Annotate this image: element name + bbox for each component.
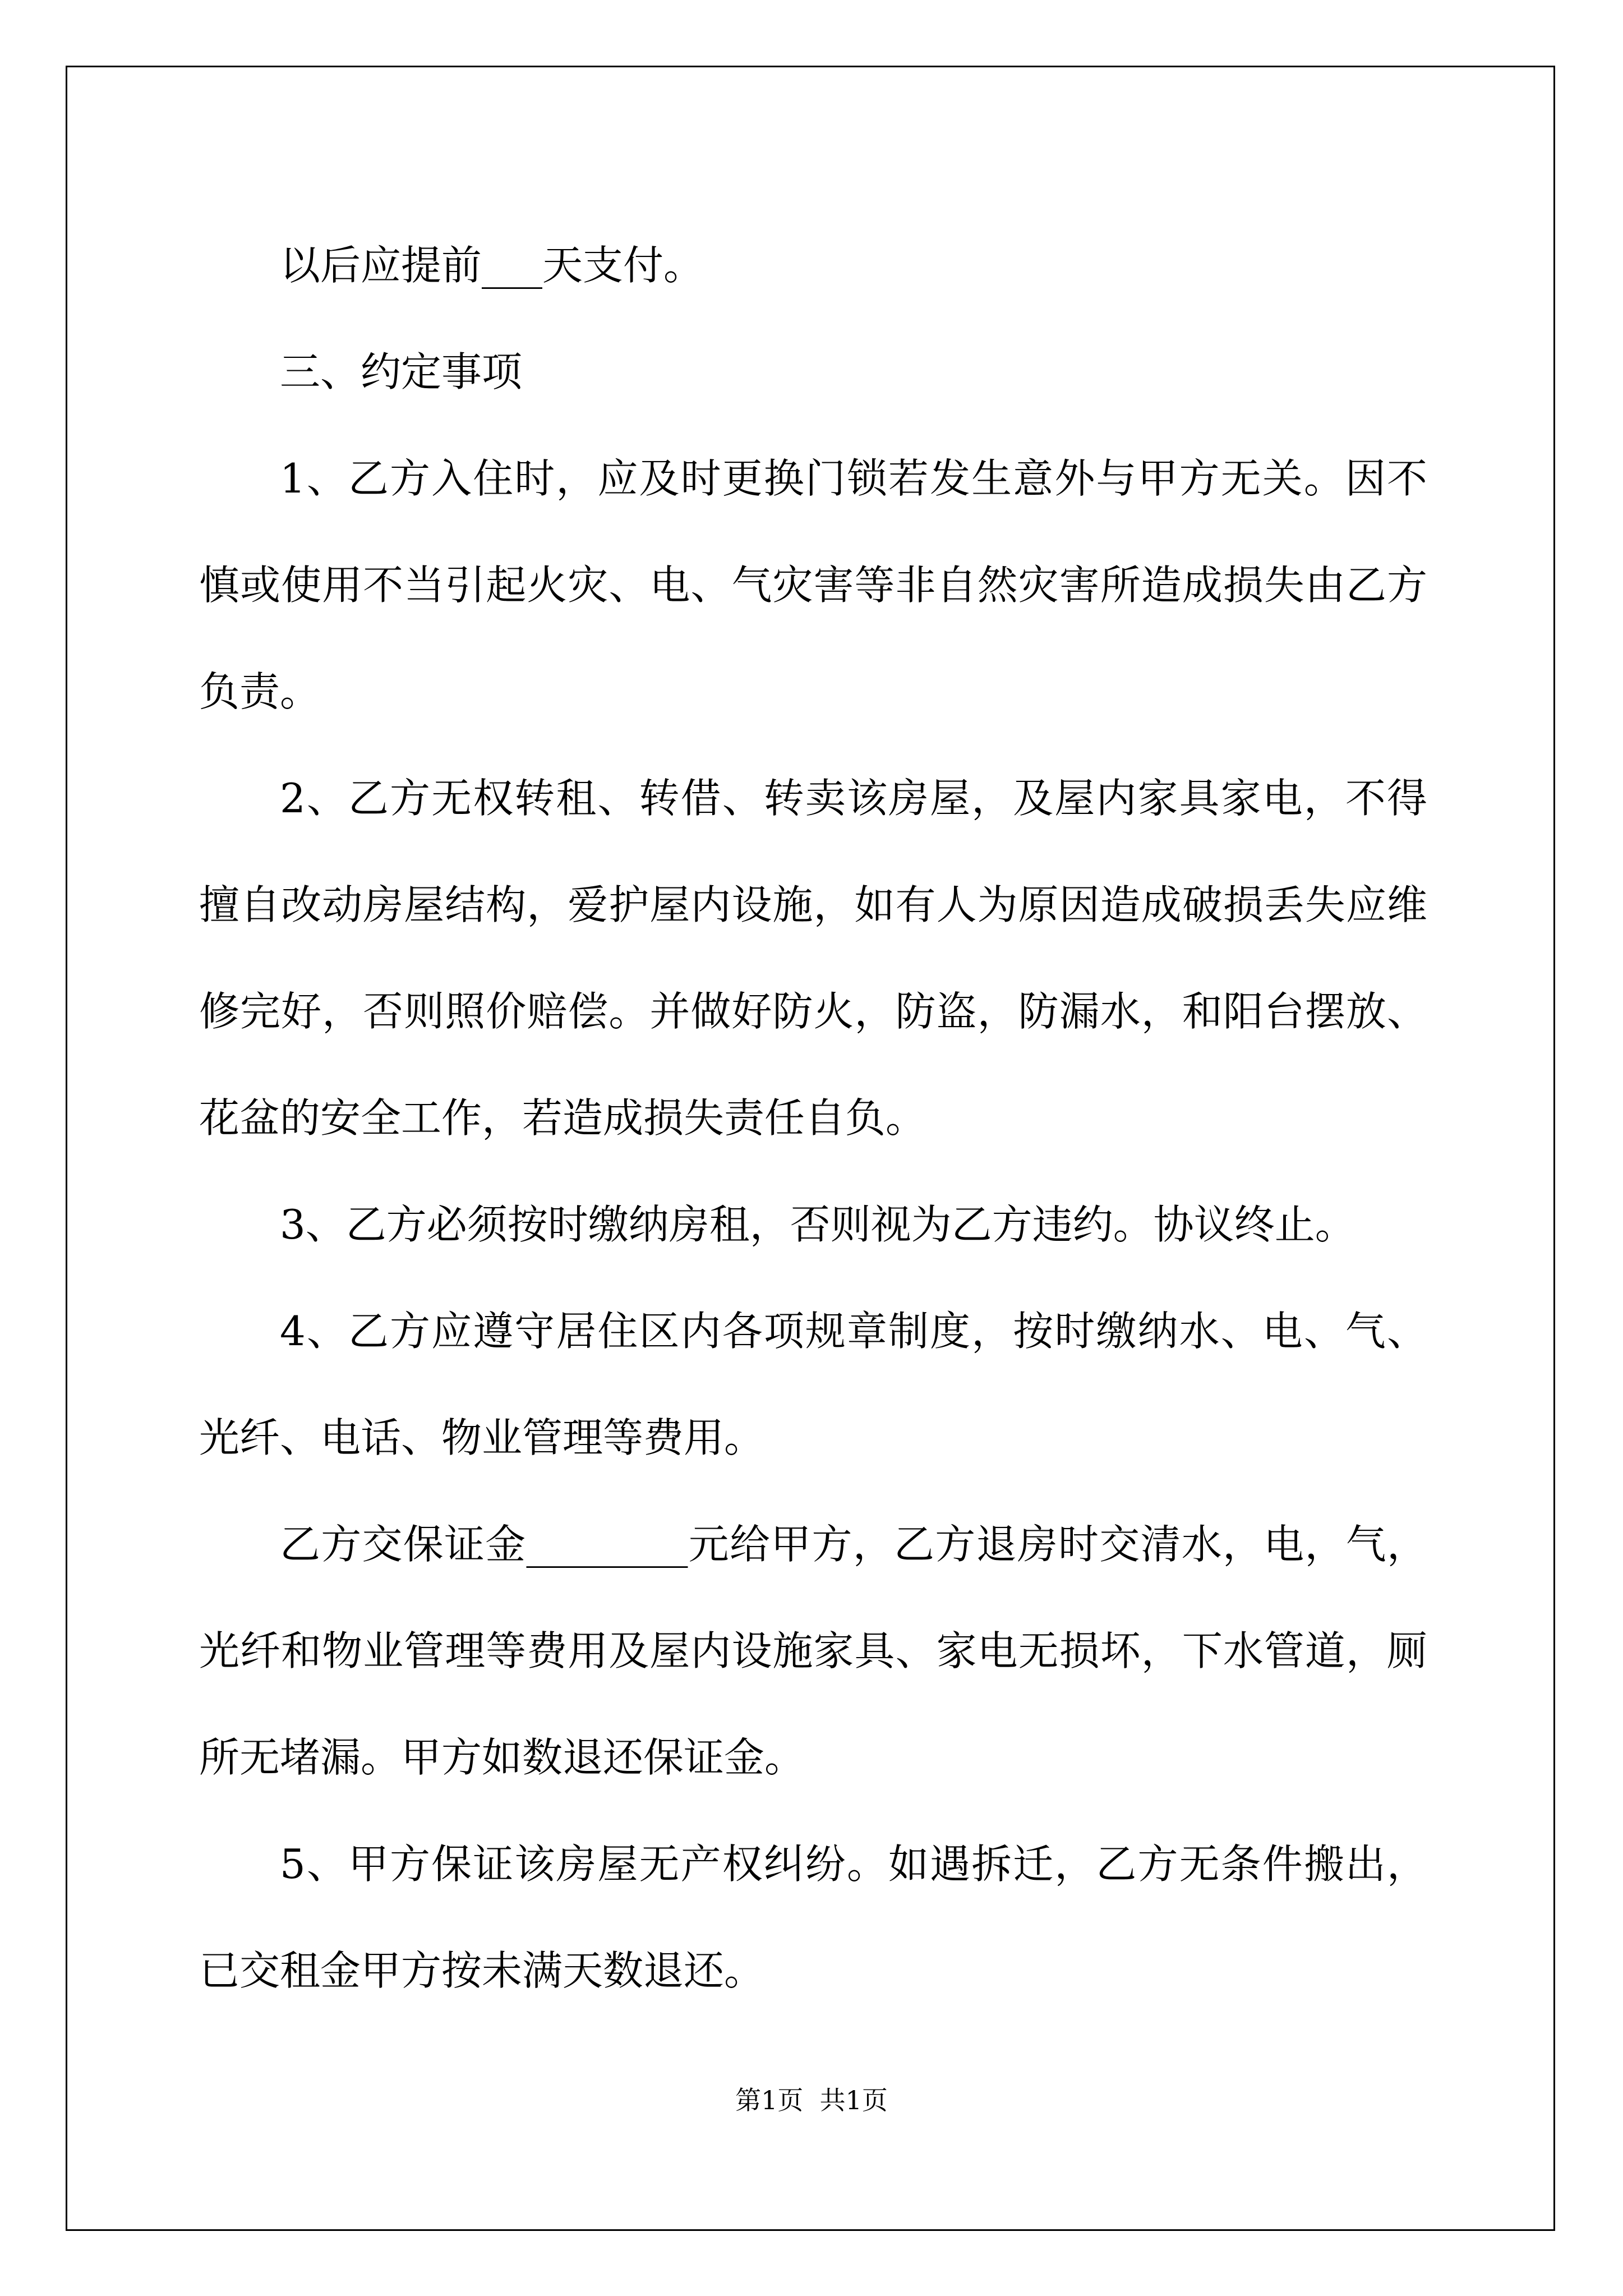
paragraph-clause-2: 2、乙方无权转租、转借、转卖该房屋，及屋内家具家电，不得擅自改动房屋结构，爱护屋内设施，如有人为原因造成破损丢失应维修完好，否则照价赔偿。并做好防火，防盗，防漏水，和阳台摆放、花盆的安全工作，若造成损失责任自负。 [199,775,1427,1142]
paragraph-clause-4: 4、乙方应遵守居住区内各项规章制度，按时缴纳水、电、气、光纤、电话、物业管理等费用。 [199,1308,1427,1461]
section-heading-agreed-matters: 三、约定事项 [280,348,523,395]
paragraph-payment-advance: 以后应提前___天支付。 [280,242,704,289]
paragraph-deposit: 乙方交保证金________元给甲方，乙方退房时交清水，电，气，光纤和物业管理等费用及屋内设施家具、家电无损坏，下水管道，厕所无堵漏。甲方如数退还保证金。 [199,1521,1427,1781]
paragraph-clause-5: 5、甲方保证该房屋无产权纠纷。如遇拆迁，乙方无条件搬出，已交租金甲方按未满天数退还。 [199,1841,1427,1994]
paragraph-clause-1: 1、乙方入住时，应及时更换门锁若发生意外与甲方无关。因不慎或使用不当引起火灾、电、气灾害等非自然灾害所造成损失由乙方负责。 [199,455,1427,715]
document-body [199,212,1427,2024]
paragraph-clause-3: 3、乙方必须按时缴纳房租，否则视为乙方违约。协议终止。 [280,1201,1355,1248]
page-number-footer: 第1页 共1页 [735,2085,888,2115]
